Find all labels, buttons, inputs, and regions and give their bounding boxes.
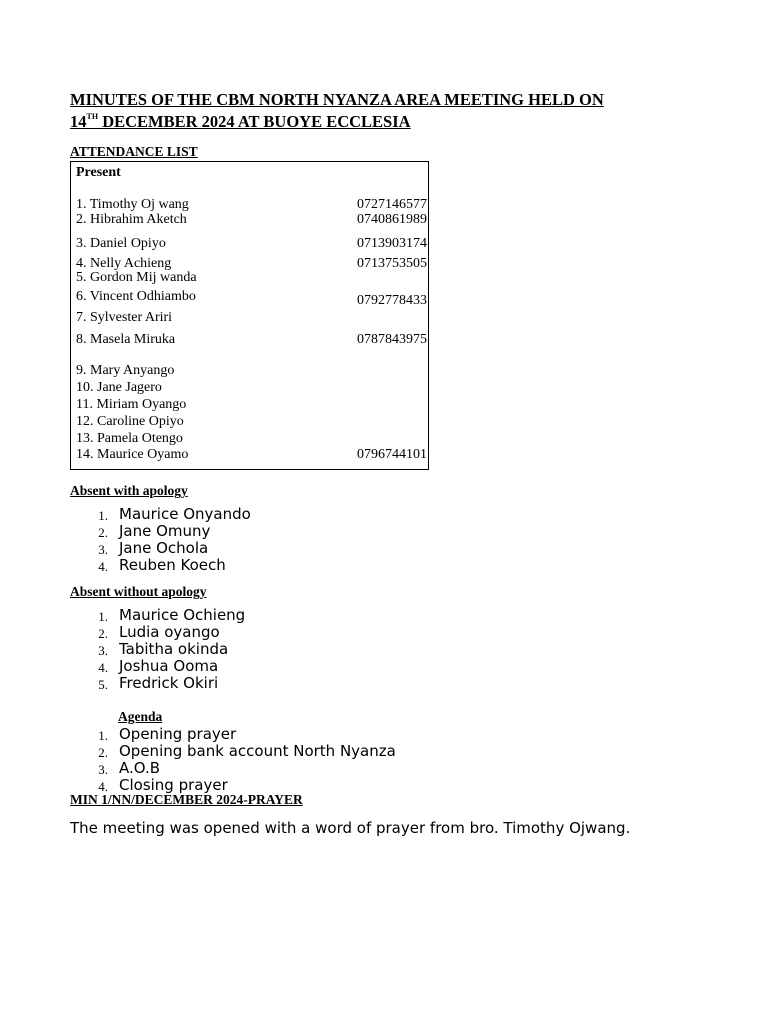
- list-number: 1.: [98, 728, 108, 743]
- list-text: Jane Ochola: [119, 539, 209, 557]
- member-phone: 0787843975: [357, 332, 427, 347]
- member-name: 2. Hibrahim Aketch: [76, 212, 187, 227]
- list-number: 5.: [98, 677, 108, 692]
- member-phone: 0713753505: [357, 256, 427, 271]
- absent-without-apology-heading: Absent without apology: [70, 584, 207, 599]
- min1-heading: MIN 1/NN/DECEMBER 2024-PRAYER: [70, 792, 303, 807]
- min1-body: The meeting was opened with a word of prayer from bro. Timothy Ojwang.: [70, 819, 631, 837]
- attendance-heading: ATTENDANCE LIST: [70, 144, 198, 159]
- list-number: 2.: [98, 525, 108, 540]
- member-phone: 0727146577: [357, 197, 427, 212]
- list-number: 2.: [98, 626, 108, 641]
- list-text: Closing prayer: [119, 776, 228, 794]
- list-text: Tabitha okinda: [119, 640, 229, 658]
- list-number: 3.: [98, 762, 108, 777]
- member-name: 6. Vincent Odhiambo: [76, 289, 196, 304]
- member-name: 4. Nelly Achieng: [76, 256, 172, 271]
- member-phone: 0740861989: [357, 212, 427, 227]
- document-title: [70, 89, 689, 133]
- list-text: Jane Omuny: [119, 522, 211, 540]
- list-number: 1.: [98, 609, 108, 624]
- member-name: 3. Daniel Opiyo: [76, 236, 166, 251]
- list-text: Opening prayer: [119, 725, 237, 743]
- list-number: 4.: [98, 779, 108, 794]
- list-text: A.O.B: [119, 759, 161, 777]
- list-text: Ludia oyango: [119, 623, 220, 641]
- member-name: 1. Timothy Oj wang: [76, 197, 189, 212]
- member-name: 12. Caroline Opiyo: [76, 414, 184, 429]
- title-day-suffix: TH: [86, 112, 99, 121]
- list-text: Maurice Onyando: [119, 505, 251, 523]
- list-text: Maurice Ochieng: [119, 606, 246, 624]
- agenda-heading: Agenda: [118, 709, 163, 724]
- list-number: 3.: [98, 542, 108, 557]
- member-name: 5. Gordon Mij wanda: [76, 270, 197, 285]
- list-text: Opening bank account North Nyanza: [119, 742, 396, 760]
- attendance-table: [70, 161, 429, 470]
- member-name: 11. Miriam Oyango: [76, 397, 187, 412]
- member-phone: 0792778433: [357, 293, 427, 308]
- list-number: 2.: [98, 745, 108, 760]
- title-line1: MINUTES OF THE CBM NORTH NYANZA AREA MEETING HELD ON: [70, 90, 604, 109]
- member-name: 7. Sylvester Ariri: [76, 310, 173, 325]
- title-day: 14: [70, 112, 87, 131]
- present-label: Present: [76, 165, 121, 180]
- list-number: 4.: [98, 660, 108, 675]
- member-name: 13. Pamela Otengo: [76, 431, 183, 446]
- absent-with-apology-heading: Absent with apology: [70, 483, 188, 498]
- list-text: Joshua Ooma: [119, 657, 219, 675]
- list-number: 1.: [98, 508, 108, 523]
- list-number: 3.: [98, 643, 108, 658]
- title-line2: DECEMBER 2024 AT BUOYE ECCLESIA: [98, 112, 411, 131]
- member-phone: 0796744101: [357, 447, 427, 462]
- list-text: Fredrick Okiri: [119, 674, 219, 692]
- member-name: 8. Masela Miruka: [76, 332, 176, 347]
- list-text: Reuben Koech: [119, 556, 226, 574]
- member-name: 14. Maurice Oyamo: [76, 447, 189, 462]
- member-name: 9. Mary Anyango: [76, 363, 175, 378]
- member-phone: 0713903174: [357, 236, 427, 251]
- list-number: 4.: [98, 559, 108, 574]
- member-name: 10. Jane Jagero: [76, 380, 162, 395]
